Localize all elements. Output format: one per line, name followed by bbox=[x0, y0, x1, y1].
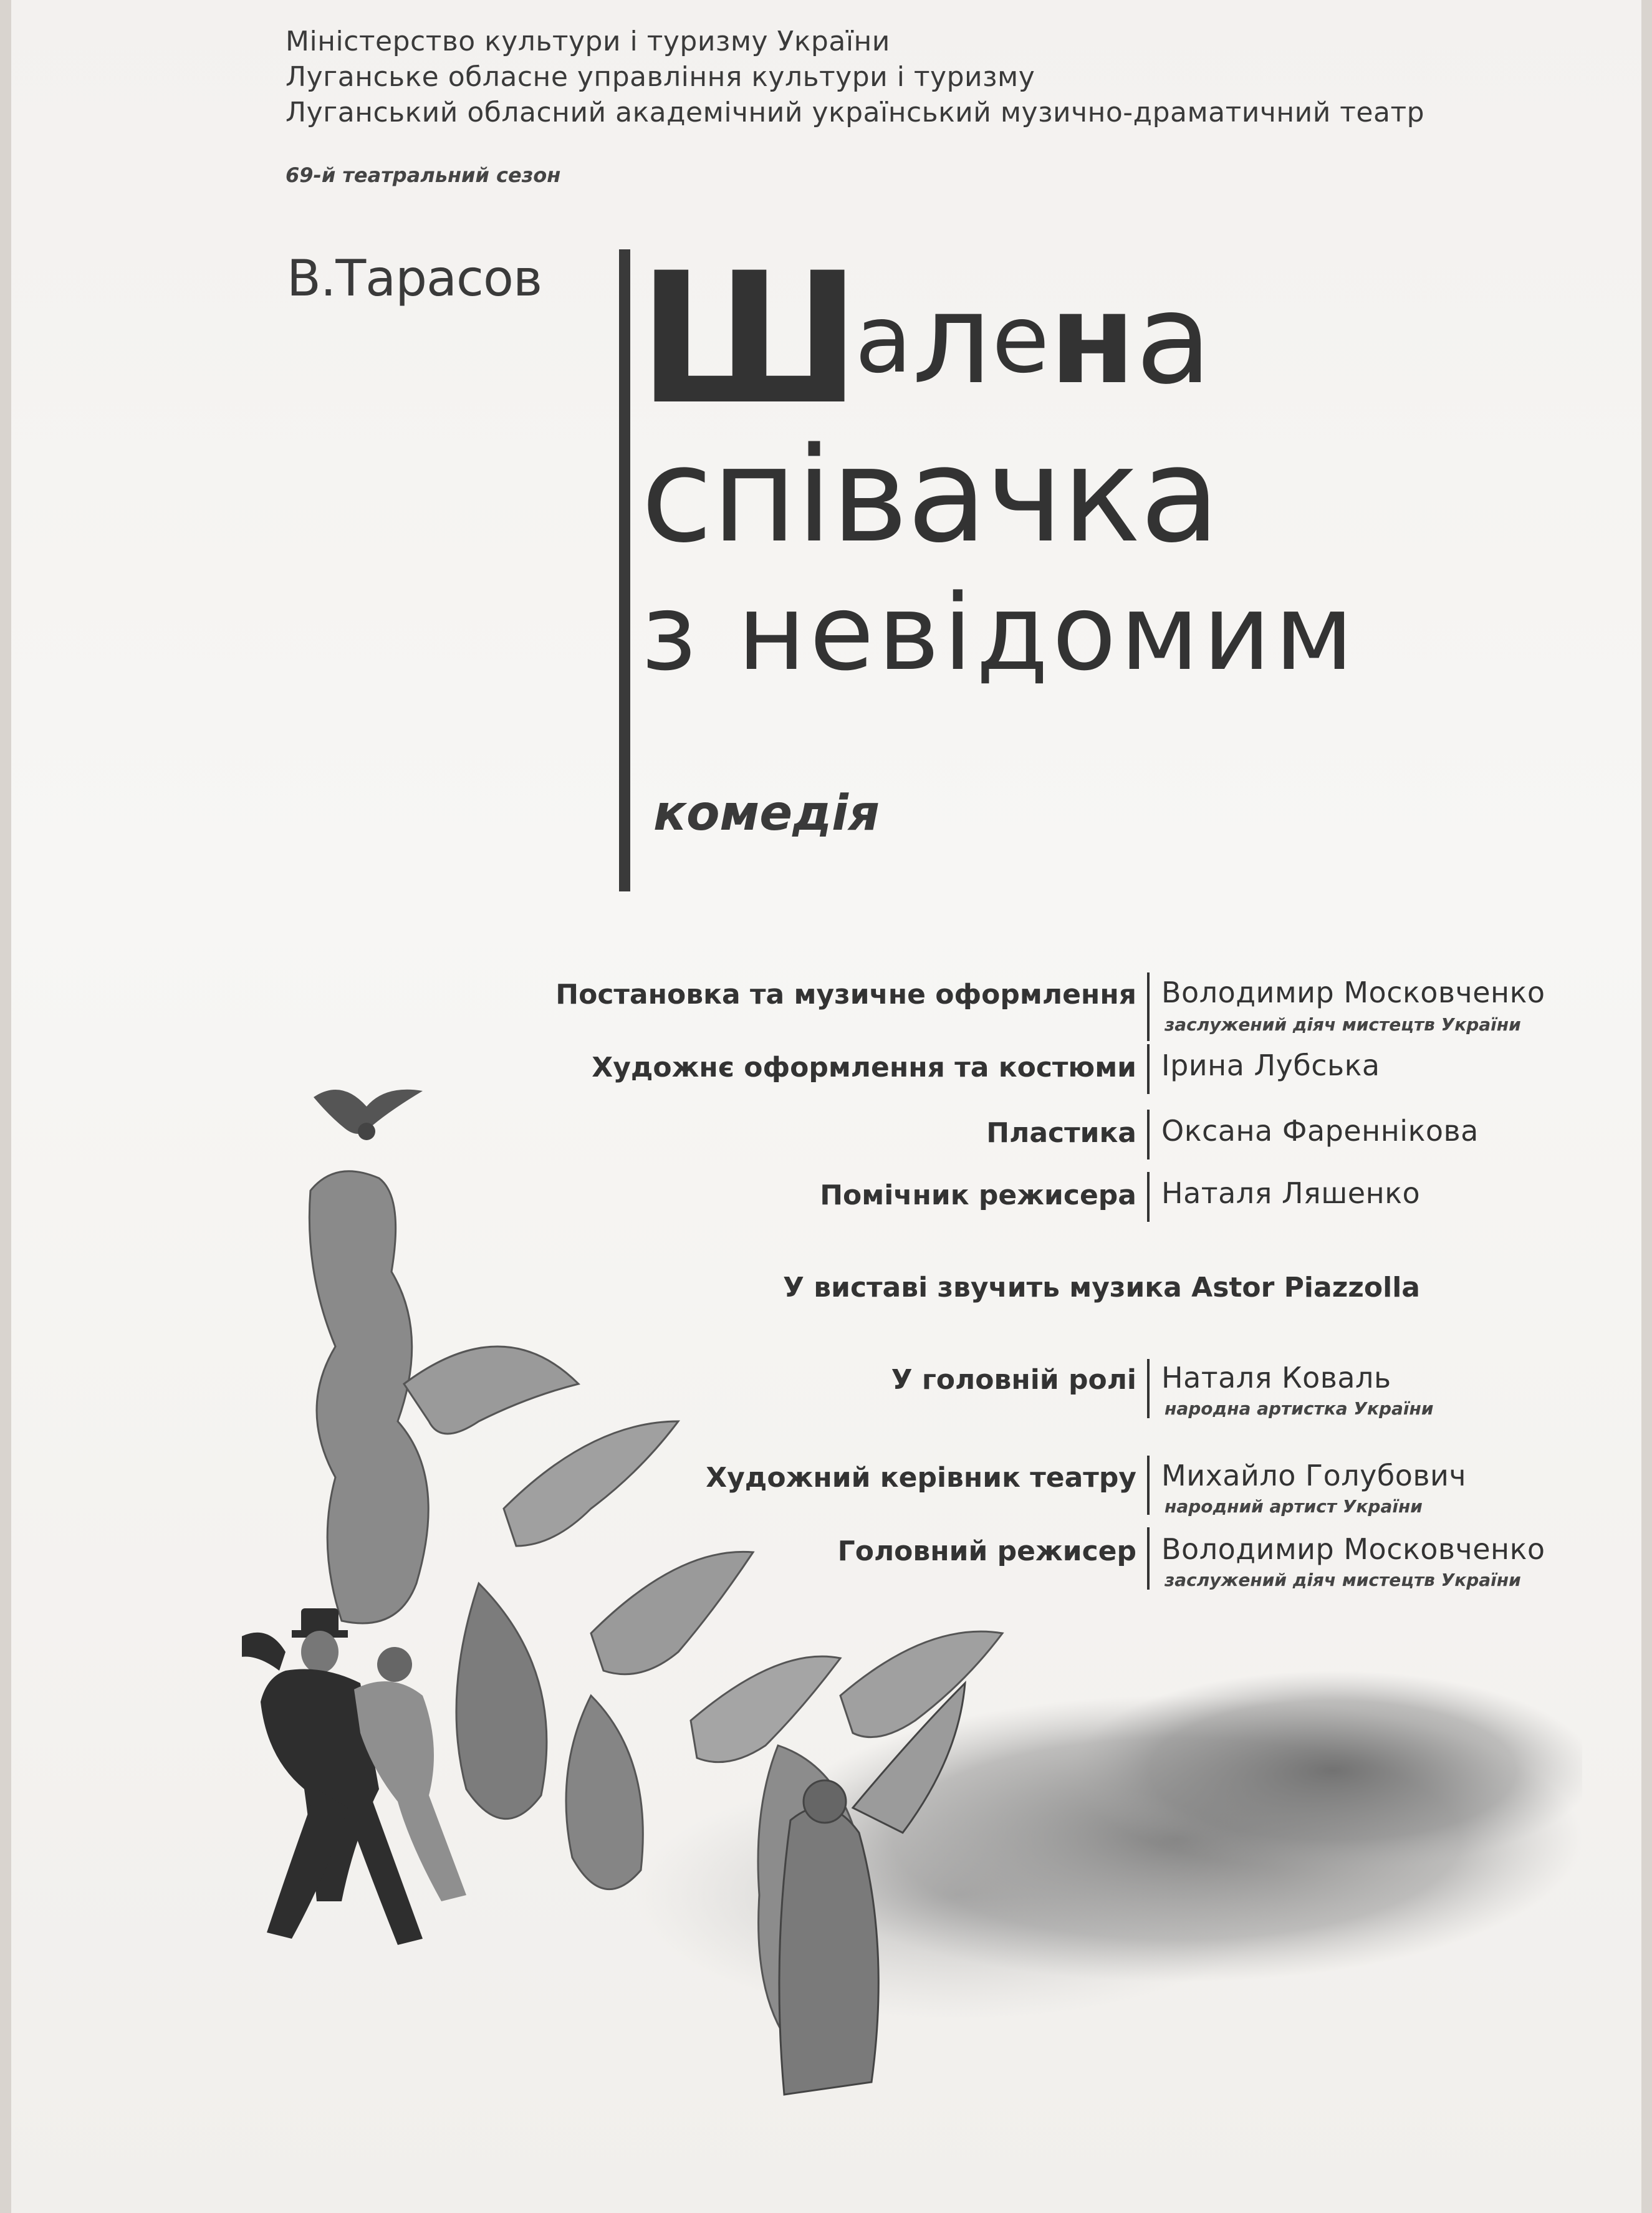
dove-figure bbox=[314, 1090, 423, 1140]
management-name: Володимир Московченко bbox=[1161, 1532, 1545, 1566]
title-letter: е bbox=[992, 286, 1050, 394]
management-role: Художний керівник театру bbox=[706, 1462, 1136, 1494]
title-letter: н bbox=[1049, 267, 1136, 412]
management-role: Головний режисер bbox=[837, 1535, 1136, 1567]
cloud-shape bbox=[635, 1770, 1283, 2020]
department-line: Луганське обласне управління культури і туризму bbox=[286, 61, 1035, 93]
music-note: У виставі звучить музика Astor Piazzolla bbox=[783, 1272, 1420, 1303]
lead-title: народна артистка України bbox=[1165, 1398, 1434, 1419]
genre-label: комедія bbox=[653, 785, 880, 842]
credit-name: Наталя Ляшенко bbox=[1161, 1176, 1421, 1210]
season-label: 69-й театральний сезон bbox=[286, 163, 561, 187]
credit-name: Оксана Фареннікова bbox=[1161, 1114, 1479, 1148]
credit-name: Ірина Лубська bbox=[1161, 1049, 1380, 1082]
title-letter: л bbox=[912, 267, 992, 412]
credit-name: Володимир Московченко bbox=[1161, 976, 1545, 1009]
title-line-2: співачка bbox=[641, 419, 1219, 572]
management-title: народний артист України bbox=[1165, 1496, 1423, 1517]
credit-title: заслужений діяч мистецтв України bbox=[1165, 1014, 1521, 1035]
credit-role: Постановка та музичне оформлення bbox=[555, 979, 1136, 1010]
title-letter: а bbox=[1135, 267, 1213, 412]
title-letter: а bbox=[855, 286, 913, 394]
lead-role: У головній ролі bbox=[891, 1364, 1136, 1396]
title-letter: Ш bbox=[638, 234, 855, 444]
lead-name: Наталя Коваль bbox=[1161, 1361, 1391, 1395]
credit-separator bbox=[1147, 972, 1150, 1041]
management-title: заслужений діяч мистецтв України bbox=[1165, 1570, 1521, 1590]
credit-role: Пластика bbox=[986, 1117, 1136, 1149]
engraving-illustration bbox=[242, 1072, 1582, 2132]
ministry-line: Міністерство культури і туризму України bbox=[286, 26, 890, 57]
program-sheet bbox=[11, 0, 1641, 2213]
tango-dancers bbox=[242, 1608, 466, 1945]
credit-role: Помічник режисера bbox=[820, 1179, 1136, 1211]
theatre-line: Луганський обласний академічний український музично-драматичний театр bbox=[286, 97, 1425, 128]
management-name: Михайло Голубович bbox=[1161, 1459, 1467, 1492]
credit-role: Художнє оформлення та костюми bbox=[592, 1052, 1136, 1083]
title-line-3: з невідомим bbox=[641, 572, 1358, 694]
author-name: В.Тарасов bbox=[287, 249, 542, 307]
